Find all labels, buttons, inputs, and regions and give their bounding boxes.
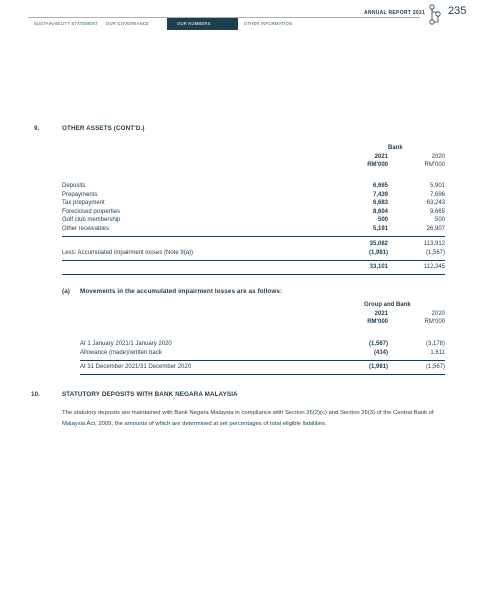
note-9a-col-2020-year: 2020 — [431, 311, 445, 317]
total-2020: 112,345 — [423, 264, 445, 270]
table-row-label: Deposits — [62, 183, 86, 189]
table-cell-2020: 9,665 — [429, 208, 445, 215]
total-2021: (1,981) — [368, 364, 388, 370]
less-impairment-2020: (1,567) — [425, 250, 445, 256]
note-9-title: OTHER ASSETS (CONT'D.) — [62, 125, 145, 132]
divider — [80, 360, 445, 361]
table-cell-2021: 6,665 — [372, 183, 388, 189]
note-9-col-2020-unit: RM'000 — [424, 162, 445, 168]
subtotal-2021: 35,082 — [369, 241, 388, 247]
divider — [62, 236, 445, 237]
total-2021: 33,101 — [369, 264, 388, 270]
table-row-label: Golf club membership — [62, 217, 121, 223]
note-10-paragraph: The statutory deposits are maintained with Bank Negara Malaysia in compliance with Section 26(2)(c) and Section 26(3) of the Central Bank of Malaysia Act, 2009, the amounts of which are determined at set percentages of total eligible liabilities. — [62, 410, 434, 427]
table-row-label: At 1 January 2021/1 January 2020 — [80, 341, 172, 347]
note-9-col-2021-unit: RM'000 — [367, 162, 388, 168]
total-label: At 31 December 2021/31 December 2020 — [80, 364, 192, 370]
less-impairment-2021: (1,981) — [368, 250, 388, 256]
table-cell-2020: 5,901 — [429, 183, 445, 189]
table-cell-2021: (1,567) — [368, 341, 388, 347]
note-10-number: 10. — [31, 391, 41, 398]
table-cell-2021: (414) — [373, 349, 388, 356]
less-impairment-label: Less: Accumulated impairment losses (Note 9(a)) — [62, 250, 194, 256]
note-9-col-2021-year: 2021 — [374, 154, 388, 160]
tab-our-governance[interactable]: OUR GOVERNANCE — [106, 21, 150, 26]
page-number: 235 — [448, 5, 467, 17]
divider — [62, 274, 445, 275]
note-9a-col-2021-year: 2021 — [374, 311, 388, 317]
table-cell-2021: 6,683 — [372, 200, 388, 206]
table-cell-2020: 63,243 — [426, 200, 445, 206]
note-9-number: 9. — [34, 125, 40, 132]
table-row-label: Prepayments — [62, 191, 98, 198]
note-10-title: STATUTORY DEPOSITS WITH BANK NEGARA MALAYSIA — [62, 391, 238, 398]
table-cell-2021: 5,191 — [372, 225, 388, 232]
note-9-col-2020-year: 2020 — [431, 154, 445, 160]
table-cell-2021: 7,439 — [372, 191, 388, 198]
tab-other-information[interactable]: OTHER INFORMATION — [244, 21, 293, 26]
note-9a-marker: (a) — [62, 288, 70, 295]
section-tabs — [28, 18, 298, 30]
table-cell-2020: 1,611 — [430, 349, 445, 356]
note-9a-col-2021-unit: RM'000 — [367, 319, 388, 325]
report-title: ANNUAL REPORT 2021 — [364, 10, 426, 16]
table-cell-2021: 8,604 — [372, 208, 388, 215]
table-row-label: Other receivables — [62, 225, 110, 232]
logo-icon — [426, 2, 444, 28]
table-row-label: Allowance (made)/written back — [80, 349, 162, 356]
table-row-label: Tax prepayment — [62, 200, 105, 206]
note-9-group-label: Bank — [388, 145, 403, 151]
table-cell-2020: 500 — [434, 217, 445, 223]
table-row-label: Foreclosed properties — [62, 208, 121, 215]
note-9a-group-label: Group and Bank — [364, 302, 411, 308]
subtotal-2020: 113,912 — [423, 241, 445, 247]
tab-our-numbers[interactable]: OUR NUMBERS — [167, 18, 238, 30]
note-9a-col-2020-unit: RM'000 — [424, 319, 445, 325]
divider — [80, 374, 445, 375]
table-cell-2021: 500 — [377, 217, 388, 223]
table-cell-2020: 7,696 — [429, 191, 445, 198]
note-9a-title: Movements in the accumulated impairment losses are as follows: — [80, 288, 283, 295]
divider — [62, 260, 445, 261]
tab-sustainability-statement[interactable]: SUSTAINABILITY STATEMENT — [34, 21, 99, 26]
table-cell-2020: (3,178) — [425, 341, 445, 347]
total-2020: (1,567) — [425, 364, 445, 370]
table-cell-2020: 26,907 — [426, 225, 445, 232]
